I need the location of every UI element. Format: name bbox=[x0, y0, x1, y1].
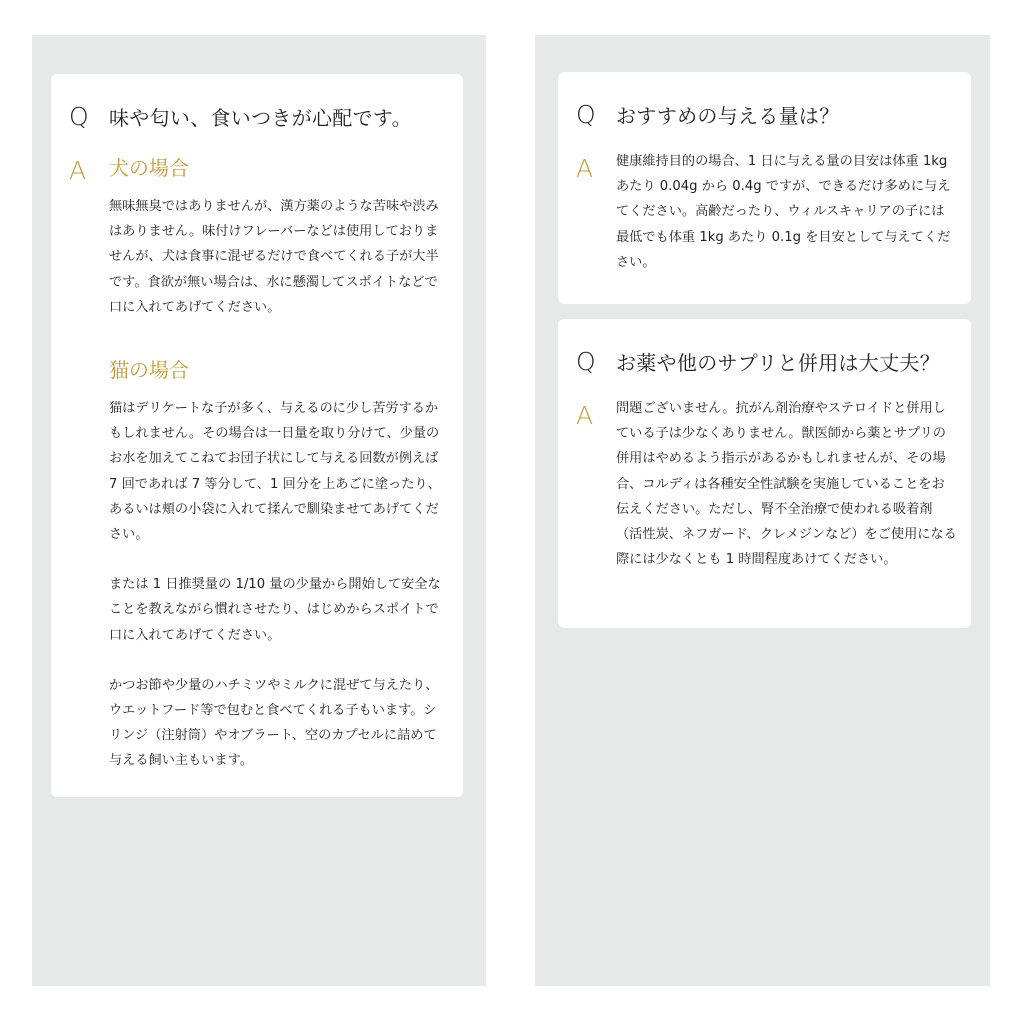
faq-answer bbox=[576, 156, 957, 275]
question-marker: Q bbox=[576, 347, 596, 376]
answer-content bbox=[616, 156, 957, 275]
faq-question-row bbox=[69, 102, 453, 131]
answer-paragraph: 問題ございません。抗がん剤治療やステロイドと併用している子は少なくありません。獣医師から薬とサプリの併用はやめるよう指示があるかもしれませんが、その場合、コルディは各種安全性試験を実施していることをお伝えください。ただし、腎不全治療で使われる吸着剤（活性炭、ネフガード、クレメジンなど）をご使用になる際には少なくとも 1 時間程度あけてください。 bbox=[616, 401, 957, 568]
answer-content bbox=[109, 158, 449, 774]
faq-card-taste bbox=[51, 74, 463, 797]
faq-question-text: 味や匂い、食いつきが心配です。 bbox=[109, 106, 412, 130]
faq-question-text: おすすめの与える量は？ bbox=[616, 104, 840, 128]
answer-marker: A bbox=[69, 156, 87, 185]
faq-card-medication bbox=[558, 319, 971, 628]
answer-paragraph: または 1 日推奨量の 1/10 量の少量から開始して安全なことを教えながら慣れさせたり、はじめからスポイトで口に入れてあげてください。 bbox=[109, 577, 441, 643]
faq-answer bbox=[576, 403, 957, 572]
question-marker: Q bbox=[576, 100, 596, 129]
answer-paragraph: 猫はデリケートな子が多く、与えるのに少し苦労するかもしれません。その場合は一日量を取り分けて、少量のお水を加えてこねてお団子状にして与える回数が例えば 7 回であれば 7 等分して、1 回分を上あごに塗ったり、あるいは頬の小袋に入れて揉んで馴染ませてあげてください。 bbox=[109, 401, 441, 543]
faq-card-dosage bbox=[558, 72, 971, 304]
faq-question-row bbox=[576, 347, 961, 376]
question-marker: Q bbox=[69, 102, 89, 131]
answer-content bbox=[616, 403, 957, 572]
answer-paragraph: 健康維持目的の場合、1 日に与える量の目安は体重 1kg あたり 0.04g から 0.4g ですが、できるだけ多めに与えてください。高齢だったり、ウィルスキャリアの子には最低でも体重 1kg あたり 0.1g を目安として与えてください。 bbox=[616, 154, 951, 270]
faq-question-row bbox=[576, 100, 961, 129]
faq-answer bbox=[69, 158, 449, 774]
answer-paragraph: かつお節や少量のハチミツやミルクに混ぜて与えたり、ウエットフード等で包むと食べてくれる子もいます。シリンジ（注射筒）やオブラート、空のカプセルに詰めて与える飼い主もいます。 bbox=[109, 677, 439, 769]
answer-subheading-dog: 犬の場合 bbox=[109, 156, 189, 180]
faq-question-text: お薬や他のサプリと併用は大丈夫？ bbox=[616, 351, 940, 375]
answer-paragraph: 無味無臭ではありませんが、漢方薬のような苦味や渋みはありません。味付けフレーバーなどは使用しておりませんが、犬は食事に混ぜるだけで食べてくれる子が大半です。食欲が無い場合は、水に懸濁してスポイトなどで口に入れてあげてください。 bbox=[109, 199, 439, 315]
answer-marker: A bbox=[576, 154, 594, 183]
answer-subheading-cat: 猫の場合 bbox=[109, 358, 189, 383]
answer-marker: A bbox=[576, 401, 594, 430]
